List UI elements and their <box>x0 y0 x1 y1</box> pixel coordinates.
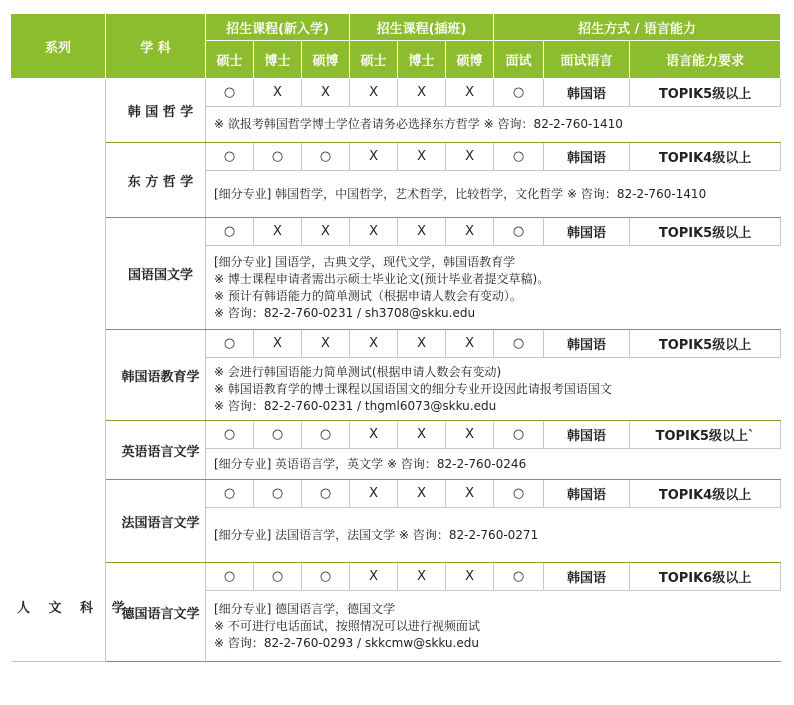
notes-cell <box>206 246 781 330</box>
transfer-master-mark: X <box>350 421 398 449</box>
major-name: 法国语言文学 <box>106 480 206 563</box>
table-row <box>11 330 781 358</box>
interview-language: 韩国语 <box>544 421 630 449</box>
new-combined-mark: X <box>302 330 350 358</box>
notes-cell <box>206 591 781 662</box>
header-new-master: 硕士 <box>206 41 254 79</box>
table-row <box>11 480 781 508</box>
new-master-mark: ○ <box>206 79 254 107</box>
major-name: 韩国语教育学 <box>106 330 206 421</box>
transfer-combined-mark: X <box>446 218 494 246</box>
header-new-combined: 硕博 <box>302 41 350 79</box>
interview-mark: ○ <box>494 480 544 508</box>
department-name: 人 文 科 学 <box>17 601 132 616</box>
note-line: ※ 博士课程申请者需出示硕士毕业论文(预计毕业者提交草稿)。 <box>214 271 550 286</box>
note-line: ※ 韩国语教育学的博士课程以国语国文的细分专业开设因此请报考国语国文 <box>214 381 612 396</box>
new-doctor-mark: ○ <box>254 480 302 508</box>
note-line: ※ 预计有韩语能力的简单测试（根据申请人数会有变动）。 <box>214 288 522 303</box>
language-requirement: TOPIK5级以上 <box>630 79 781 107</box>
header-transfer-master: 硕士 <box>350 41 398 79</box>
transfer-combined-mark: X <box>446 480 494 508</box>
language-requirement: TOPIK5级以上` <box>630 421 781 449</box>
transfer-doctor-mark: X <box>398 79 446 107</box>
note-line: [细分专业] 德国语言学，德国文学 <box>214 601 396 616</box>
transfer-combined-mark: X <box>446 79 494 107</box>
transfer-combined-mark: X <box>446 421 494 449</box>
notes-cell <box>206 449 781 480</box>
transfer-doctor-mark: X <box>398 143 446 171</box>
new-master-mark: ○ <box>206 218 254 246</box>
new-doctor-mark: ○ <box>254 143 302 171</box>
new-master-mark: ○ <box>206 563 254 591</box>
transfer-doctor-mark: X <box>398 330 446 358</box>
major-name: 国语国文学 <box>106 218 206 330</box>
notes-cell <box>206 358 781 421</box>
header-interview-language: 面试语言 <box>544 41 630 79</box>
table-row <box>11 143 781 171</box>
interview-language: 韩国语 <box>544 563 630 591</box>
note-line: [细分专业] 韩国哲学，中国哲学，艺术哲学，比较哲学，文化哲学 ※ 咨询：82-2-760-1410 <box>214 186 707 201</box>
header-group-transfer: 招生课程(插班) <box>350 14 494 41</box>
new-doctor-mark: ○ <box>254 563 302 591</box>
transfer-master-mark: X <box>350 218 398 246</box>
new-combined-mark: ○ <box>302 480 350 508</box>
transfer-master-mark: X <box>350 480 398 508</box>
note-line: ※ 不可进行电话面试，按照情况可以进行视频面试 <box>214 618 480 633</box>
new-combined-mark: X <box>302 218 350 246</box>
interview-mark: ○ <box>494 563 544 591</box>
new-combined-mark: ○ <box>302 421 350 449</box>
transfer-doctor-mark: X <box>398 421 446 449</box>
language-requirement: TOPIK6级以上 <box>630 563 781 591</box>
new-master-mark: ○ <box>206 480 254 508</box>
major-name: 东 方 哲 学 <box>106 143 206 218</box>
transfer-combined-mark: X <box>446 330 494 358</box>
interview-language: 韩国语 <box>544 480 630 508</box>
header-transfer-doctor: 博士 <box>398 41 446 79</box>
new-doctor-mark: X <box>254 79 302 107</box>
note-line: ※ 咨询：82-2-760-0293 / skkcmw@skku.edu <box>214 635 479 650</box>
new-combined-mark: ○ <box>302 143 350 171</box>
new-master-mark: ○ <box>206 421 254 449</box>
header-row-groups <box>11 14 781 41</box>
transfer-combined-mark: X <box>446 143 494 171</box>
language-requirement: TOPIK5级以上 <box>630 330 781 358</box>
admission-table <box>10 13 781 662</box>
transfer-master-mark: X <box>350 79 398 107</box>
header-group-new: 招生课程(新入学) <box>206 14 350 41</box>
header-major: 学 科 <box>106 14 206 79</box>
language-requirement: TOPIK4级以上 <box>630 480 781 508</box>
transfer-master-mark: X <box>350 563 398 591</box>
interview-language: 韩国语 <box>544 79 630 107</box>
language-requirement: TOPIK5级以上 <box>630 218 781 246</box>
transfer-master-mark: X <box>350 330 398 358</box>
interview-language: 韩国语 <box>544 330 630 358</box>
note-line: ※ 欲报考韩国哲学博士学位者请务必选择东方哲学 ※ 咨询：82-2-760-1410 <box>214 117 623 131</box>
note-line: ※ 咨询：82-2-760-0231 / thgml6073@skku.edu <box>214 398 497 413</box>
table-row <box>11 563 781 591</box>
interview-mark: ○ <box>494 218 544 246</box>
table-row <box>11 218 781 246</box>
note-line: [细分专业] 英语语言学，英文学 ※ 咨询：82-2-760-0246 <box>214 456 527 471</box>
table-row <box>11 79 781 107</box>
transfer-doctor-mark: X <box>398 480 446 508</box>
interview-mark: ○ <box>494 143 544 171</box>
interview-mark: ○ <box>494 421 544 449</box>
major-name: 韩 国 哲 学 <box>106 79 206 143</box>
major-name: 英语语言文学 <box>106 421 206 480</box>
notes-cell <box>206 508 781 563</box>
new-doctor-mark: X <box>254 218 302 246</box>
note-line: ※ 咨询：82-2-760-0231 / sh3708@skku.edu <box>214 305 476 320</box>
interview-language: 韩国语 <box>544 218 630 246</box>
transfer-master-mark: X <box>350 143 398 171</box>
table-row <box>11 421 781 449</box>
new-combined-mark: ○ <box>302 563 350 591</box>
new-combined-mark: X <box>302 79 350 107</box>
interview-mark: ○ <box>494 330 544 358</box>
new-doctor-mark: ○ <box>254 421 302 449</box>
notes-cell <box>206 107 781 143</box>
note-line: [细分专业] 国语学，古典文学，现代文学，韩国语教育学 <box>214 254 516 269</box>
interview-mark: ○ <box>494 79 544 107</box>
new-master-mark: ○ <box>206 330 254 358</box>
header-group-method: 招生方式 / 语言能力 <box>494 14 781 41</box>
header-language-requirement: 语言能力要求 <box>630 41 781 79</box>
transfer-combined-mark: X <box>446 563 494 591</box>
header-department: 系列 <box>11 14 106 79</box>
department-cell <box>11 79 106 662</box>
notes-cell <box>206 171 781 218</box>
major-name: 德国语言文学 <box>106 563 206 662</box>
header-transfer-combined: 硕博 <box>446 41 494 79</box>
header-interview: 面试 <box>494 41 544 79</box>
transfer-doctor-mark: X <box>398 563 446 591</box>
note-line: ※ 会进行韩国语能力简单测试(根据申请人数会有变动) <box>214 364 502 379</box>
new-master-mark: ○ <box>206 143 254 171</box>
interview-language: 韩国语 <box>544 143 630 171</box>
new-doctor-mark: X <box>254 330 302 358</box>
transfer-doctor-mark: X <box>398 218 446 246</box>
header-new-doctor: 博士 <box>254 41 302 79</box>
note-line: [细分专业] 法国语言学，法国文学 ※ 咨询：82-2-760-0271 <box>214 527 539 542</box>
language-requirement: TOPIK4级以上 <box>630 143 781 171</box>
